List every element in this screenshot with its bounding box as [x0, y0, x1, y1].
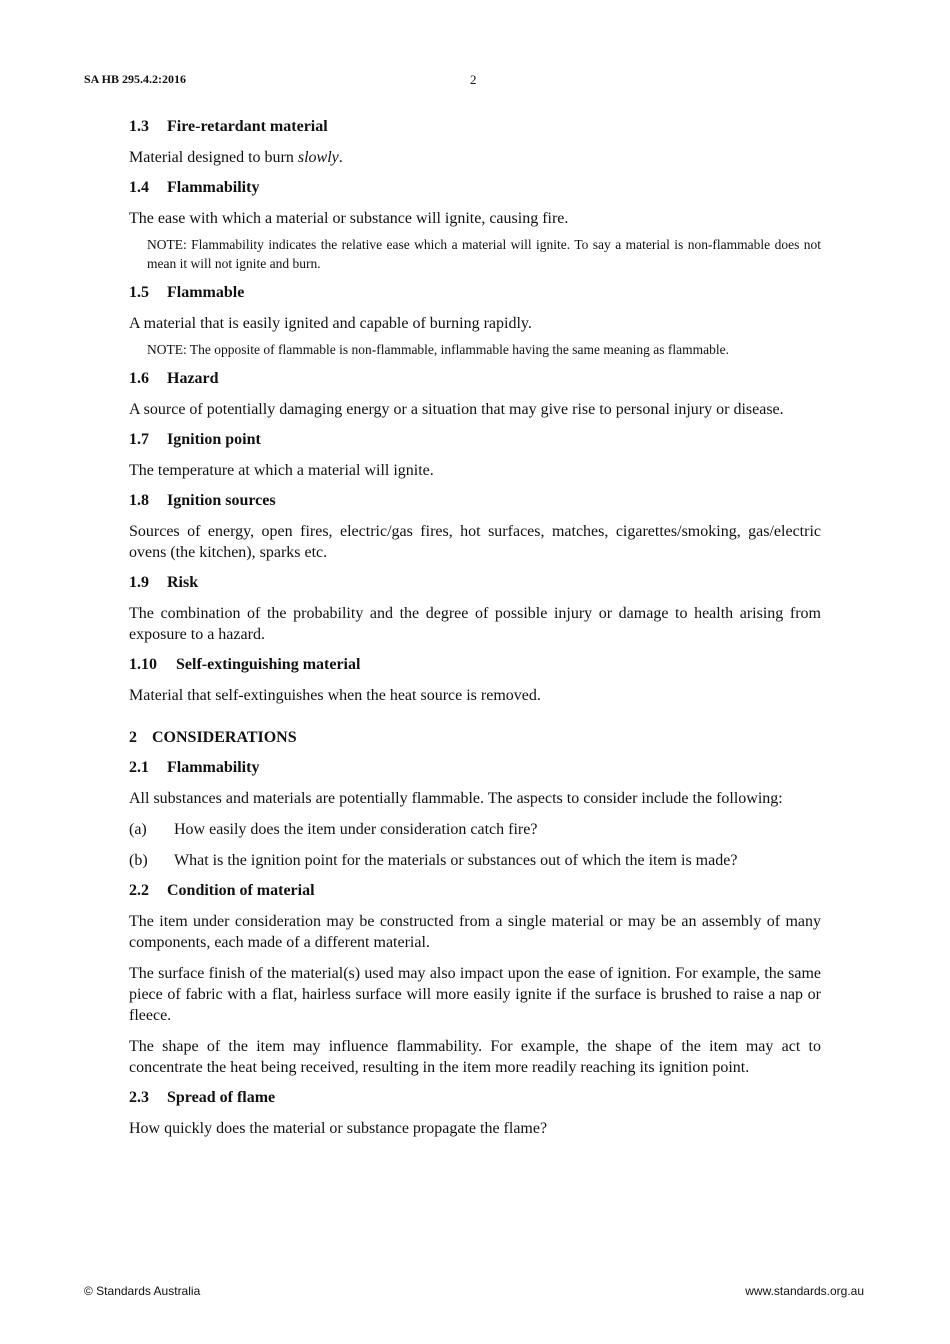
- note-1-5: NOTE: The opposite of flammable is non-flammable, inflammable having the same meaning as flammable.: [147, 342, 729, 357]
- heading-1-3: 1.3 Fire-retardant material: [129, 118, 328, 135]
- paragraph-2-2-a: The item under consideration may be constructed from a single material or may be an assembly of many components, each made of a different material.: [129, 913, 821, 951]
- definition-1-8: Sources of energy, open fires, electric/gas fires, hot surfaces, matches, cigarettes/smoking, gas/electric ovens (the kitchen), sparks etc.: [129, 523, 821, 561]
- list-item: (b) What is the ignition point for the materials or substances out of which the item is made?: [129, 852, 738, 869]
- heading-1-5: 1.5 Flammable: [129, 284, 245, 301]
- definition-1-5: A material that is easily ignited and capable of burning rapidly.: [129, 315, 532, 332]
- heading-1-10: 1.10 Self-extinguishing material: [129, 656, 361, 673]
- footer-url[interactable]: www.standards.org.au: [745, 1284, 864, 1298]
- definition-1-9: The combination of the probability and the degree of possible injury or damage to health arising from exposure to a hazard.: [129, 605, 821, 643]
- heading-1-8: 1.8 Ignition sources: [129, 492, 276, 509]
- heading-1-7: 1.7 Ignition point: [129, 431, 261, 448]
- heading-1-6: 1.6 Hazard: [129, 370, 219, 387]
- definition-1-10: Material that self-extinguishes when the heat source is removed.: [129, 687, 541, 704]
- paragraph-2-2-b: The surface finish of the material(s) used may also impact upon the ease of ignition. For example, the same piece of fabric with a flat, hairless surface will more easily ignite if the surface is brushed to raise a nap or fleece.: [129, 965, 821, 1024]
- paragraph-2-2-c: The shape of the item may influence flammability. For example, the shape of the item may act to concentrate the heat being received, resulting in the item more readily reaching its ignition point.: [129, 1038, 821, 1076]
- list-item: (a) How easily does the item under consideration catch fire?: [129, 821, 538, 838]
- footer-copyright: © Standards Australia: [84, 1284, 201, 1298]
- definition-1-7: The temperature at which a material will ignite.: [129, 462, 434, 479]
- heading-2-1: 2.1 Flammability: [129, 759, 260, 776]
- definition-1-4: The ease with which a material or substance will ignite, causing fire.: [129, 210, 569, 227]
- definition-1-3: Material designed to burn slowly.: [129, 149, 343, 166]
- heading-1-9: 1.9 Risk: [129, 574, 199, 591]
- document-id: SA HB 295.4.2:2016: [84, 72, 187, 86]
- paragraph-2-3: How quickly does the material or substance propagate the flame?: [129, 1120, 548, 1137]
- note-1-4: NOTE: Flammability indicates the relative ease which a material will ignite. To say a material is non-flammable does not mean it will not ignite and burn.: [147, 237, 821, 271]
- paragraph-2-1: All substances and materials are potentially flammable. The aspects to consider include the following:: [129, 790, 783, 807]
- heading-2-2: 2.2 Condition of material: [129, 882, 315, 899]
- page-number: 2: [470, 72, 477, 87]
- heading-2-3: 2.3 Spread of flame: [129, 1089, 276, 1106]
- definition-1-6: A source of potentially damaging energy or a situation that may give rise to personal injury or disease.: [129, 401, 784, 418]
- heading-1-4: 1.4 Flammability: [129, 179, 260, 196]
- section-2-heading: 2 CONSIDERATIONS: [129, 729, 297, 746]
- page-body: [129, 117, 821, 1149]
